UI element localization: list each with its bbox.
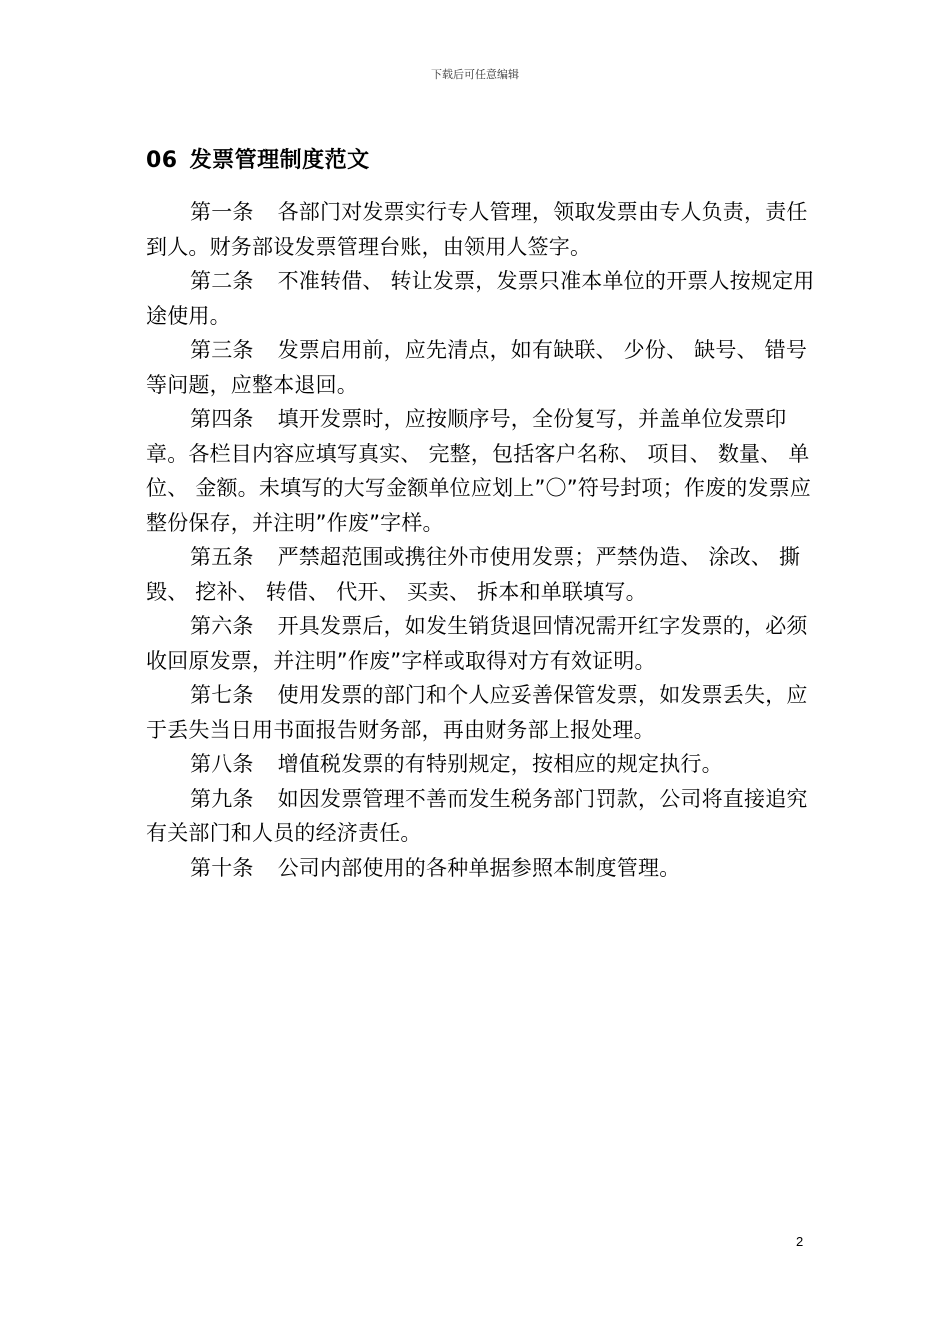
article-9 xyxy=(146,782,826,851)
article-label: 第六条 xyxy=(190,614,254,638)
article-label: 第七条 xyxy=(190,683,254,707)
article-5 xyxy=(146,540,826,609)
article-label: 第十条 xyxy=(190,855,254,880)
article-text: 公司内部使用的各种单据参照本制度管理。 xyxy=(277,855,681,880)
article-4 xyxy=(146,402,826,540)
article-label: 第五条 xyxy=(190,545,254,569)
article-list xyxy=(146,195,826,885)
article-10 xyxy=(146,851,826,886)
article-2 xyxy=(146,264,826,333)
article-1 xyxy=(146,195,826,264)
article-6 xyxy=(146,609,826,678)
article-label: 第三条 xyxy=(190,338,254,362)
document-title xyxy=(146,143,370,174)
article-3 xyxy=(146,333,826,402)
article-label: 第九条 xyxy=(190,786,254,811)
page-header: 下载后可任意编辑 xyxy=(431,68,519,81)
article-text: 使用发票的部门和个人应妥善保管发票，如发票丢失，应于丢失当日用书面报告财务部，再由财务部上报处理。 xyxy=(146,683,808,742)
title-number: 06 xyxy=(146,148,178,173)
article-text: 不准转借、 转让发票，发票只准本单位的开票人按规定用途使用。 xyxy=(146,269,815,328)
article-label: 第四条 xyxy=(190,407,254,431)
article-text: 填开发票时，应按顺序号，全份复写，并盖单位发票印章。各栏目内容应填写真实、 完整，包括客户名称、 项目、 数量、 单位、 金额。未填写的大写金额单位应划上”〇”符号封项；作废的发票应整份保存，并注明”作废”字样。 xyxy=(146,407,812,535)
article-label: 第二条 xyxy=(190,269,254,293)
article-text: 严禁超范围或携往外市使用发票；严禁伪造、 涂改、 撕毁、 挖补、 转借、 代开、 买卖、 拆本和单联填写。 xyxy=(146,545,801,604)
page-number: 2 xyxy=(796,1234,804,1249)
article-text: 如因发票管理不善而发生税务部门罚款，公司将直接追究有关部门和人员的经济责任。 xyxy=(146,786,808,845)
article-text: 增值税发票的有特别规定，按相应的规定执行。 xyxy=(277,752,723,776)
article-label: 第八条 xyxy=(190,752,254,776)
article-label: 第一条 xyxy=(190,200,254,224)
article-text: 发票启用前，应先清点，如有缺联、 少份、 缺号、 错号等问题，应整本退回。 xyxy=(146,338,808,397)
article-text: 各部门对发票实行专人管理，领取发票由专人负责，责任到人。财务部设发票管理台账，由领用人签字。 xyxy=(146,200,808,259)
article-7 xyxy=(146,678,826,747)
article-text: 开具发票后，如发生销货退回情况需开红字发票的，必须收回原发票，并注明”作废”字样或取得对方有效证明。 xyxy=(146,614,808,673)
title-text: 发票管理制度范文 xyxy=(189,148,370,173)
article-8 xyxy=(146,747,826,782)
